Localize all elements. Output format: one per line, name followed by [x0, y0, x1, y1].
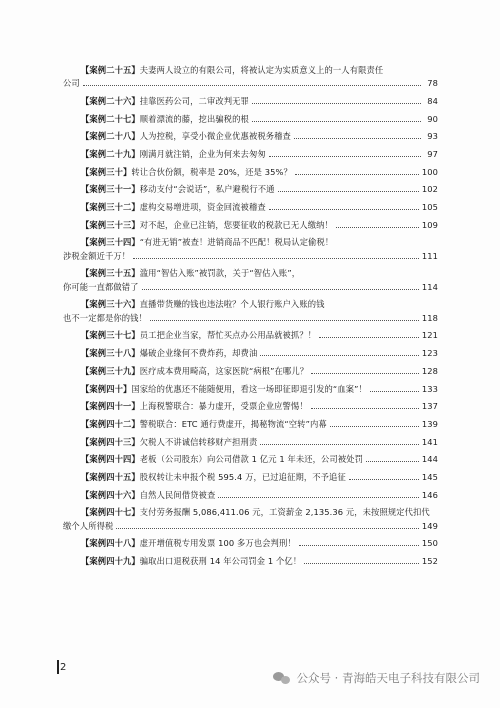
toc-entry-title — [81, 471, 346, 484]
toc-case-label: 【案例二十五】 — [81, 65, 140, 75]
toc-case-text: “有进无销”被查！进销商品不匹配！税局认定偷税！ — [139, 237, 334, 248]
toc-entry[interactable] — [63, 64, 438, 91]
toc-case-label: 【案例四十】 — [81, 383, 132, 394]
toc-entry-title — [81, 113, 249, 126]
toc-entry-title — [81, 555, 301, 568]
toc-entry[interactable] — [63, 267, 438, 294]
toc-entry-title — [81, 489, 215, 502]
toc-entry[interactable] — [63, 148, 438, 161]
toc-case-label: 【案例二十八】 — [81, 131, 140, 142]
toc-page-number: 90 — [427, 113, 438, 124]
leader-dots — [278, 190, 419, 192]
leader-dots — [299, 544, 419, 546]
toc-entry[interactable] — [63, 506, 438, 533]
toc-entry-line — [63, 329, 438, 342]
toc-page-number: 84 — [427, 95, 438, 106]
toc-page-number: 149 — [421, 520, 438, 531]
leader-dots — [311, 372, 419, 374]
toc-page-number: 109 — [421, 219, 438, 230]
toc-entry-continuation — [63, 520, 438, 533]
watermark — [273, 670, 480, 686]
toc-case-text: 老板（公司股东）向公司借款 1 亿元 1 年未还，公司被处罚 — [139, 454, 364, 465]
leader-dots — [304, 562, 419, 564]
leader-dots — [349, 478, 419, 480]
toc-entry-line — [63, 148, 438, 161]
toc-entry[interactable] — [63, 95, 438, 108]
toc-entry-continuation — [63, 250, 438, 263]
toc-page-number: 121 — [421, 330, 438, 341]
toc-case-text: 滥用“智估入账”被罚款，关于“智估入账”， — [139, 268, 301, 279]
toc-case-label: 【案例三十五】 — [81, 268, 140, 279]
toc-case-text: 虚开增值税专用发票 100 多万也会判刑！ — [139, 538, 296, 549]
toc-entry-line — [63, 64, 438, 77]
toc-entry-line — [63, 298, 438, 311]
toc-page-number: 123 — [421, 348, 438, 359]
leader-dots — [269, 208, 419, 210]
toc-entry-title — [81, 506, 430, 519]
leader-dots — [260, 443, 419, 445]
toc-page-number: 144 — [421, 454, 438, 465]
leader-dots — [252, 102, 421, 104]
toc-page-number: 118 — [421, 312, 438, 323]
leader-dots — [370, 390, 419, 392]
toc-case-label: 【案例三十九】 — [81, 365, 140, 376]
toc-entry[interactable] — [63, 365, 438, 378]
toc-case-text: 上海税警联合：暴力虚开，受票企业应警惕！ — [139, 401, 308, 412]
toc-entry[interactable] — [63, 183, 438, 196]
toc-case-label: 【案例四十六】 — [81, 489, 140, 500]
toc-entry[interactable] — [63, 236, 438, 263]
toc-case-label: 【案例三十一】 — [81, 184, 140, 195]
toc-entry-line — [63, 418, 438, 431]
toc-page-number: 111 — [421, 250, 438, 261]
toc-case-text: 支付劳务报酬 5,086,411.06 元，工资薪金 2,135.36 元，未按照规定代扣代 — [139, 507, 430, 518]
toc-entry-title — [81, 383, 367, 396]
toc-entry-line — [63, 555, 438, 568]
toc-case-text: 股权转让未申报个税 595.4 万，已过追征期，不予追征 — [139, 471, 346, 482]
toc-case-label: 【案例三十三】 — [81, 219, 140, 230]
toc-entry-title — [81, 436, 257, 449]
toc-case-label: 【案例二十七】 — [81, 113, 140, 124]
toc-page-number: 128 — [421, 365, 438, 376]
toc-case-text: 挂靠医药公司，二审改判无罪 — [139, 95, 249, 106]
toc-page-number: 114 — [421, 281, 438, 292]
toc-entry-title — [81, 418, 327, 431]
toc-case-label: 【案例四十八】 — [81, 538, 140, 549]
toc-entry-line — [63, 537, 438, 550]
toc-entry-line — [63, 201, 438, 214]
watermark-text: 公众号 · 青海皓天电子科技有限公司 — [296, 671, 480, 685]
toc-case-label: 【案例三十七】 — [81, 330, 140, 341]
toc-entry-continuation — [63, 77, 438, 90]
toc-case-text: 国家给的优惠还不能随便用，看这一场即征即退引发的“血案”！ — [131, 383, 367, 394]
toc-entry-line — [63, 183, 438, 196]
toc-page-number: 146 — [421, 489, 438, 500]
toc-entry-line — [63, 130, 438, 143]
page-number-rule — [57, 660, 59, 674]
toc-entry[interactable] — [63, 453, 438, 466]
toc-case-label: 【案例二十九】 — [81, 149, 140, 160]
toc-entry[interactable] — [63, 471, 438, 484]
toc-entry[interactable] — [63, 383, 438, 396]
toc-entry-line — [63, 489, 438, 502]
toc-case-text-continued: 你可能一直都做错了 — [63, 281, 139, 292]
toc-entry[interactable] — [63, 400, 438, 413]
toc-entry-title — [81, 64, 383, 77]
toc-case-label: 【案例三十二】 — [81, 202, 140, 213]
toc-case-label: 【案例四十四】 — [81, 454, 140, 465]
toc-case-text: 自然人民间借贷被查 — [139, 489, 216, 500]
toc-page-number: 93 — [427, 131, 438, 142]
toc-case-text: 骗取出口退税获刑 14 年公司罚金 1 个亿！ — [139, 555, 302, 566]
toc-entry[interactable] — [63, 329, 438, 342]
leader-dots — [311, 407, 419, 409]
leader-dots — [150, 319, 419, 321]
toc-case-label: 【案例三十六】 — [81, 299, 140, 310]
table-of-contents — [63, 64, 438, 573]
toc-page-number: 78 — [427, 78, 438, 89]
toc-entry-title — [81, 267, 300, 280]
toc-entry[interactable] — [63, 130, 438, 143]
leader-dots — [142, 288, 419, 290]
toc-case-text: 医疗成本费用畸高，这家医院“病根”在哪儿？ — [139, 365, 309, 376]
toc-case-text: 警税联合：ETC 通行费虚开，揭秘物流“空转”内幕 — [139, 418, 327, 429]
toc-case-label: 【案例四十三】 — [81, 436, 140, 447]
toc-entry-title — [81, 219, 333, 232]
toc-entry[interactable] — [63, 113, 438, 126]
toc-case-text: 刚满月就注销，企业为何来去匆匆 — [139, 149, 266, 160]
toc-page-number: 141 — [421, 436, 438, 447]
toc-entry-continuation — [63, 312, 438, 325]
leader-dots — [133, 257, 419, 259]
toc-case-label: 【案例四十一】 — [81, 401, 140, 412]
toc-case-text-continued: 也不一定都是你的钱！ — [63, 312, 147, 323]
toc-entry[interactable] — [63, 537, 438, 550]
toc-entry-line — [63, 383, 438, 396]
toc-entry-title — [81, 201, 266, 214]
toc-page-number: 137 — [421, 401, 438, 412]
toc-entry-line — [63, 95, 438, 108]
toc-case-label: 【案例三十四】 — [81, 237, 140, 248]
toc-page-number: 139 — [421, 418, 438, 429]
toc-case-text: 顺着漂流的藤，挖出骗税的根 — [139, 113, 249, 124]
toc-case-text-continued: 公司 — [63, 78, 80, 89]
toc-page-number: 105 — [421, 202, 438, 213]
toc-page-number: 145 — [421, 471, 438, 482]
toc-entry-title — [81, 95, 249, 108]
toc-case-text: 转让合伙份额，税率是 20%，还是 35%？ — [131, 166, 292, 177]
toc-entry[interactable] — [63, 436, 438, 449]
leader-dots — [336, 226, 419, 228]
leader-dots — [83, 84, 421, 86]
toc-entry-continuation — [63, 281, 438, 294]
toc-entry-line — [63, 436, 438, 449]
toc-entry-line — [63, 471, 438, 484]
toc-case-text: 欠税人不讲诚信转移财产担刑责 — [139, 436, 258, 447]
toc-case-label: 【案例四十七】 — [81, 507, 140, 518]
toc-page-number: 97 — [427, 149, 438, 160]
toc-case-text: 人为控税，享受小微企业优惠被税务稽查 — [139, 131, 291, 142]
toc-entry-title — [81, 166, 292, 179]
toc-entry-line — [63, 236, 438, 249]
toc-case-text: 直播带货赚的钱也违法啦？个人银行账户入账的钱 — [139, 299, 325, 310]
toc-entry-line — [63, 506, 438, 519]
toc-case-text-continued: 涉税金额近千万！ — [63, 250, 131, 261]
toc-entry-title — [81, 400, 308, 413]
toc-case-label: 【案例四十九】 — [81, 555, 140, 566]
toc-entry-title — [81, 347, 257, 360]
toc-entry-title — [81, 329, 316, 342]
leader-dots — [294, 137, 421, 139]
toc-entry[interactable] — [63, 298, 438, 325]
toc-entry[interactable] — [63, 489, 438, 502]
wechat-icon — [273, 671, 291, 685]
toc-case-text: 爆破企业缘何不费炸药，却费油 — [139, 348, 258, 359]
toc-case-label: 【案例三十八】 — [81, 348, 140, 359]
toc-entry-title — [81, 148, 266, 161]
toc-entry-title — [81, 453, 363, 466]
leader-dots — [295, 173, 419, 175]
leader-dots — [116, 527, 418, 529]
toc-case-label: 【案例四十五】 — [81, 471, 140, 482]
toc-case-label: 【案例二十六】 — [81, 95, 140, 106]
toc-case-text: 员工把企业当家，帮忙买点办公用品就被抓？！ — [139, 330, 317, 341]
toc-entry-title — [81, 298, 325, 311]
page-number: 2 — [60, 662, 67, 673]
leader-dots — [218, 496, 419, 498]
leader-dots — [252, 120, 421, 122]
leader-dots — [260, 354, 419, 356]
leader-dots — [330, 425, 419, 427]
toc-case-text: 虚构交易增进项，资金回流被稽查 — [139, 202, 266, 213]
toc-case-label: 【案例三十】 — [81, 166, 132, 177]
leader-dots — [269, 155, 421, 157]
toc-entry-title — [81, 183, 275, 196]
toc-page-number: 150 — [421, 538, 438, 549]
toc-page-number: 152 — [421, 555, 438, 566]
toc-entry-line — [63, 400, 438, 413]
toc-entry-title — [81, 236, 333, 249]
toc-entry-line — [63, 113, 438, 126]
toc-page-number: 102 — [421, 184, 438, 195]
toc-case-text: 移动支付“会说话”，私户避税行不通 — [139, 184, 275, 195]
toc-entry-line — [63, 453, 438, 466]
toc-entry-line — [63, 347, 438, 360]
toc-entry-title — [81, 365, 308, 378]
toc-entry-line — [63, 365, 438, 378]
toc-entry[interactable] — [63, 555, 438, 568]
toc-entry[interactable] — [63, 347, 438, 360]
toc-case-text: 对不起，企业已注销，您要征收的税款已无人缴纳！ — [139, 219, 333, 230]
toc-entry-title — [81, 130, 291, 143]
toc-entry-title — [81, 537, 296, 550]
toc-case-label: 【案例四十二】 — [81, 418, 140, 429]
toc-entry[interactable] — [63, 219, 438, 232]
toc-entry-line — [63, 267, 438, 280]
leader-dots — [319, 336, 419, 338]
leader-dots — [366, 460, 419, 462]
toc-entry-line — [63, 219, 438, 232]
toc-case-text: 夫妻两人设立的有限公司，将被认定为实质意义上的一人有限责任 — [139, 65, 384, 75]
toc-entry[interactable] — [63, 166, 438, 179]
toc-entry[interactable] — [63, 201, 438, 214]
toc-entry[interactable] — [63, 418, 438, 431]
toc-case-text-continued: 缴个人所得税 — [63, 520, 114, 531]
toc-page-number: 100 — [421, 166, 438, 177]
toc-page-number: 133 — [421, 383, 438, 394]
toc-entry-line — [63, 166, 438, 179]
